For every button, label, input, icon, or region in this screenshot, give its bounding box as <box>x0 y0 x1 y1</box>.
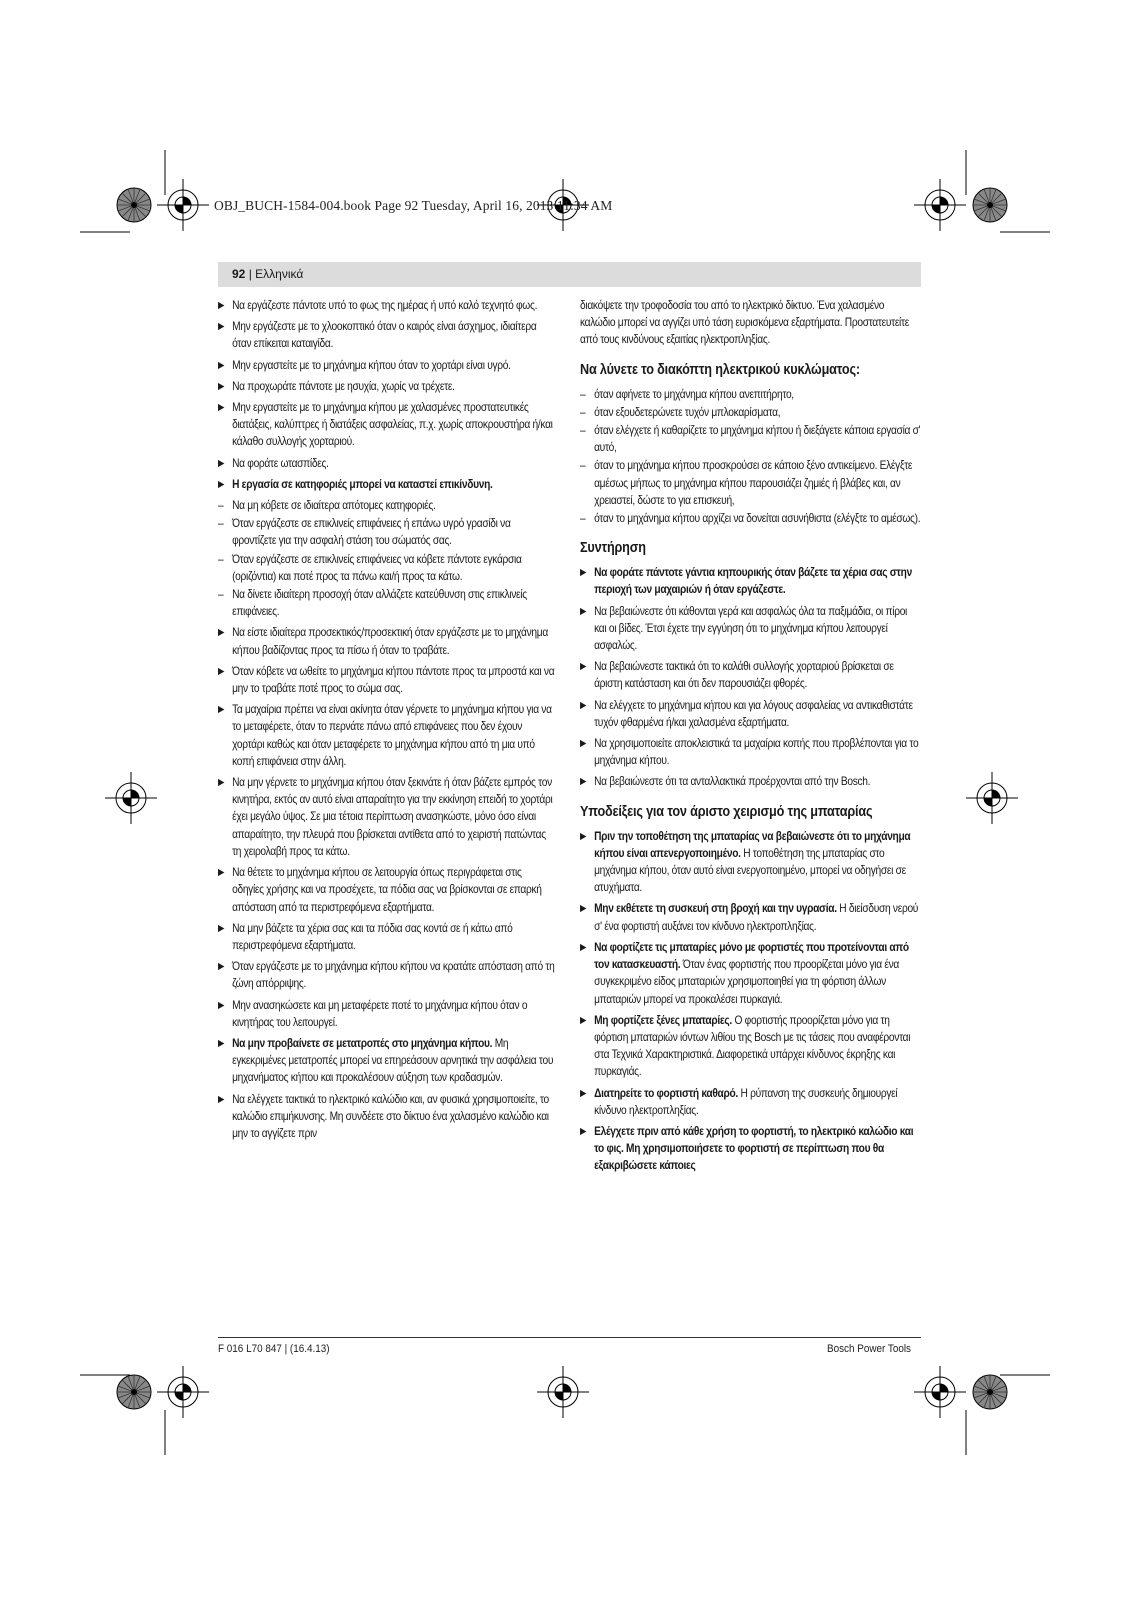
bullet-item <box>580 735 921 769</box>
bullet-item <box>580 658 921 692</box>
registration-mark-bottom-center <box>537 1366 589 1418</box>
item-text: Να μην γέρνετε το μηχάνημα κήπου όταν ξεκινάτε ή όταν βάζετε εμπρός τον κινητήρα, εκτός αν αυτό είναι απαραίτητο για την εκκίνηση επειδή το χορτάρι έχει μεγάλο ύψος. Σε μια τέτοια περίπτωση ανασηκώστε, μόνο όσο είναι απαραίτητο, την πλευρά που βρίσκεται αντίθετα από το χειριστή πατώντας τη χειρολαβή προς τα κάτω. <box>232 776 553 858</box>
bullet-item <box>218 774 555 860</box>
item-text: Να φοράτε ωτασπίδες. <box>232 456 329 470</box>
bullet-item <box>218 663 555 697</box>
item-text: Όταν ένας φορτιστής που προορίζεται μόνο για ένα συγκεκριμένο είδος μπαταριών χρησιμοποιηθεί για τη φόρτιση άλλων μπαταριών μπορεί να προκαλέσει πυρκαγιά. <box>594 958 899 1006</box>
bold-lead: Ελέγχετε πριν από κάθε χρήση το φορτιστή, το ηλεκτρικό καλώδιο και το φις. Μη χρησιμοποιήσετε το φορτιστή σε περίπτωση που θα εξακριβώσετε κάποιες <box>594 1124 914 1173</box>
bullet-item <box>218 958 555 992</box>
item-text: Μην εργάζεστε με το χλοοκοπτικό όταν ο καιρός είναι άσχημος, ιδιαίτερα όταν επίκειται καταιγίδα. <box>232 320 537 351</box>
bold-lead: Να μην προβαίνετε σε μετατροπές στο μηχάνημα κήπου. <box>232 1036 493 1050</box>
item-text: όταν αφήνετε το μηχάνημα κήπου ανεπιτήρητο, <box>594 387 794 401</box>
item-text: διακόψετε την τροφοδοσία του από το ηλεκτρικό δίκτυο. Ένα χαλασμένο καλώδιο μπορεί να αγγίζει υπό τάση ευρισκόμενα εξαρτήματα. Προστατευτείτε από τους κινδύνους εξαιτίας ηλεκτροπληξίας. <box>580 299 909 347</box>
bullet-item <box>218 297 555 314</box>
bullet-item <box>580 1012 921 1081</box>
bullet-item <box>218 1035 555 1087</box>
page-header <box>218 262 921 287</box>
paragraph <box>580 297 921 349</box>
item-text: Μην εργαστείτε με το μηχάνημα κήπου με χαλασμένες προστατευτικές διατάξεις, καλύπτρες ή διατάξεις ασφαλείας, π.χ. χωρίς αποκρουστήρα ή/και κάλαθο συλλογής χορταριού. <box>232 401 553 449</box>
bullet-item <box>218 318 555 352</box>
item-text: Ο φορτιστής προορίζεται μόνο για τη φόρτιση μπαταριών ιόντων λιθίου της Bosch με τις τάσεις που αναφέρονται στα Τεχνικά Χαρακτηριστικά. Διαφορετικά υπάρχει κίνδυνος έκρηξης και πυρκαγιάς. <box>594 1013 911 1079</box>
color-bar-mark-top-right <box>973 188 1007 222</box>
bullet-item <box>580 773 921 790</box>
dash-item <box>218 497 555 514</box>
item-text: Να βεβαιώνεστε ότι τα ανταλλακτικά προέρχονται από την Bosch. <box>594 775 871 789</box>
bullet-item <box>218 997 555 1031</box>
color-bar-mark-top-left <box>117 188 151 222</box>
item-text: Όταν εργάζεστε σε επικλινείς επιφάνειες ή επάνω υγρό γρασίδι να φροντίζετε για την ασφαλή στάση του σώματός σας. <box>232 517 511 548</box>
registration-mark-top-right <box>914 179 966 231</box>
item-text: Μην εργαστείτε με το μηχάνημα κήπου όταν το χορτάρι είναι υγρό. <box>232 358 511 372</box>
item-text: Να μη κόβετε σε ιδιαίτερα απότομες κατηφοριές. <box>232 499 436 513</box>
item-text: Η διείσδυση νερού σ' ένα φορτιστή αυξάνει τον κίνδυνο ηλεκτροπληξίας. <box>594 902 919 933</box>
bullet-item <box>218 624 555 658</box>
bullet-item <box>580 900 921 934</box>
dash-item <box>580 457 921 509</box>
registration-mark-left-middle <box>105 772 157 824</box>
file-slug: OBJ_BUCH-1584-004.book Page 92 Tuesday, April 16, 2013 11:34 AM <box>214 198 613 213</box>
bullet-item <box>218 378 555 395</box>
bullet-item <box>218 1091 555 1143</box>
bold-lead: Να φοράτε πάντοτε γάντια κηπουρικής όταν βάζετε τα χέρια σας στην περιοχή των μαχαιριών ή όταν εργάζεστε. <box>594 566 912 597</box>
header-separator: | <box>245 267 256 281</box>
bullet-item <box>218 455 555 472</box>
section-heading: Να λύνετε το διακόπτη ηλεκτρικού κυκλώματος: <box>580 361 860 378</box>
bullet-item <box>580 939 921 1008</box>
item-text: όταν το μηχάνημα κήπου προσκρούσει σε κάποιο ξένο αντικείμενο. Ελέγξτε αμέσως μήπως το μηχάνημα κήπου παρουσιάζει ζημιές ή βλάβες και, αν χρειαστεί, δώστε το για επισκευή, <box>594 459 913 507</box>
dash-item <box>580 386 921 403</box>
dash-item <box>218 515 555 549</box>
item-text: Να χρησιμοποιείτε αποκλειστικά τα μαχαίρια κοπής που προβλέπονται για το μηχάνημα κήπου. <box>594 737 919 768</box>
item-text: Όταν εργάζεστε με το μηχάνημα κήπου κήπου να κρατάτε απόσταση από τη ζώνη απόρριψης. <box>232 960 555 991</box>
bullet-item <box>218 920 555 954</box>
item-text: όταν εξουδετερώνετε τυχόν μπλοκαρίσματα, <box>594 405 781 419</box>
bold-lead: Διατηρείτε το φορτιστή καθαρό. <box>594 1086 738 1100</box>
page-number: 92 <box>232 267 246 281</box>
bold-lead: Μη φορτίζετε ξένες μπαταρίες. <box>594 1013 732 1027</box>
item-text: Να μην βάζετε τα χέρια σας και τα πόδια σας κοντά σε ή κάτω από περιστρεφόμενα εξαρτήματα. <box>232 921 513 952</box>
bold-lead: Πριν την τοποθέτηση της μπαταρίας να βεβαιώνεστε ότι το μηχάνημα κήπου είναι απενεργοποιημένο. <box>594 829 911 860</box>
item-text: Όταν κόβετε να ωθείτε το μηχάνημα κήπου πάντοτε προς τα μπροστά και να μην το τραβάτε ποτέ προς το σώμα σας. <box>232 664 555 696</box>
dash-item <box>218 586 555 620</box>
item-text: όταν το μηχάνημα κήπου αρχίζει να δονείται ασυνήθιστα (ελέγξτε το αμέσως). <box>594 512 921 526</box>
bullet-item <box>580 828 921 897</box>
item-text: Να είστε ιδιαίτερα προσεκτικός/προσεκτική όταν εργάζεστε με το μηχάνημα κήπου βαδίζοντας προς τα πίσω ή όταν το τραβάτε. <box>232 626 548 657</box>
dash-item <box>580 510 921 527</box>
bullet-item <box>580 1085 921 1119</box>
item-text: Τα μαχαίρια πρέπει να είναι ακίνητα όταν γέρνετε το μηχάνημα κήπου για να το μεταφέρετε, όταν το περνάτε πάνω από επιφάνειες που δεν έχουν χορτάρι καθώς και όταν μεταφέρετε το μηχάνημα κήπου από τη μια υπό κοπή επιφάνεια στην άλλη. <box>232 703 552 768</box>
right-column <box>580 297 921 1179</box>
dash-item <box>580 404 921 421</box>
bullet-item <box>218 864 555 916</box>
section-heading: Υποδείξεις για τον άριστο χειρισμό της μπαταρίας <box>580 803 873 820</box>
item-text: Να ελέγχετε το μηχάνημα κήπου και για λόγους ασφαλείας να αντικαθιστάτε τυχόν φθαρμένα ή/και χαλασμένα εξαρτήματα. <box>594 698 913 729</box>
item-text: Μη εγκεκριμένες μετατροπές μπορεί να επηρεάσουν αρνητικά την ασφάλεια του μηχανήματος κήπου και προκαλέσουν αύξηση των κραδασμών. <box>232 1036 554 1085</box>
dash-item <box>218 551 555 585</box>
item-text: Να ελέγχετε τακτικά το ηλεκτρικό καλώδιο και, αν φυσικά χρησιμοποιείτε, το καλώδιο επιμήκυνσης. Μη συνδέετε στο δίκτυο ένα χαλασμένο καλώδιο και μην το αγγίζετε πριν <box>232 1092 549 1140</box>
footer-doc-code: F 016 L70 847 | (16.4.13) <box>218 1343 330 1355</box>
item-text: Η ρύπανση της συσκευής δημιουργεί κίνδυνο ηλεκτροπληξίας. <box>594 1086 898 1117</box>
bullet-item <box>580 603 921 655</box>
bold-lead: Μην εκθέτετε τη συσκευή στη βροχή και την υγρασία. <box>594 902 837 916</box>
item-text: Να βεβαιώνεστε τακτικά ότι το καλάθι συλλογής χορταριού βρίσκεται σε άριστη κατάσταση και ότι δεν παρουσιάζει φθορές. <box>594 660 894 691</box>
section-heading: Συντήρηση <box>580 540 646 557</box>
item-text: Να εργάζεστε πάντοτε υπό το φως της ημέρας ή υπό καλό τεχνητό φως. <box>232 299 538 312</box>
left-column <box>218 297 555 1146</box>
item-text: Μην ανασηκώσετε και μη μεταφέρετε ποτέ το μηχάνημα κήπου όταν ο κινητήρας του λειτουργεί. <box>232 998 528 1029</box>
item-text: όταν ελέγχετε ή καθαρίζετε το μηχάνημα κήπου ή διεξάγετε κάποια εργασία σ' αυτό, <box>594 424 921 455</box>
bullet-item <box>218 476 555 493</box>
dash-item <box>580 422 921 456</box>
footer-rule <box>218 1337 921 1338</box>
color-bar-mark-bottom-right <box>973 1375 1007 1409</box>
language-label: Ελληνικά <box>255 267 304 281</box>
footer-brand: Bosch Power Tools <box>827 1343 912 1355</box>
item-text: Να βεβαιώνεστε ότι κάθονται γερά και ασφαλώς όλα τα παξιμάδια, οι πίροι και οι βίδες. Έτσι έχετε την εγγύηση ότι το μηχάνημα κήπου λειτουργεί ασφαλώς. <box>594 604 908 653</box>
registration-mark-right-middle <box>966 772 1018 824</box>
bold-lead: Να φορτίζετε τις μπαταρίες μόνο με φορτιστές που προτείνονται από τον κατασκευαστή. <box>594 940 909 972</box>
item-text: Η τοποθέτηση της μπαταρίας στο μηχάνημα κήπου, όταν αυτό είναι ενεργοποιημένο, μπορεί να οδηγήσει σε ατυχήματα. <box>594 846 906 895</box>
bullet-item <box>580 1123 921 1175</box>
bullet-item <box>580 564 921 598</box>
color-bar-mark-bottom-left <box>117 1375 151 1409</box>
bullet-item <box>218 399 555 451</box>
bullet-item <box>218 701 555 770</box>
registration-mark-bottom-right <box>914 1366 966 1418</box>
bold-lead: Η εργασία σε κατηφοριές μπορεί να καταστεί επικίνδυνη. <box>232 477 493 491</box>
bullet-item <box>580 697 921 731</box>
item-text: Να προχωράτε πάντοτε με ησυχία, χωρίς να τρέχετε. <box>232 379 455 393</box>
item-text: Να θέτετε το μηχάνημα κήπου σε λειτουργία όπως περιγράφεται στις οδηγίες χρήσης και να προσέχετε, τα πόδια σας να βρίσκονται σε επαρκή απόσταση από τα περιστρεφόμενα εξαρτήματα. <box>232 866 542 914</box>
bullet-item <box>218 357 555 374</box>
item-text: Να δίνετε ιδιαίτερη προσοχή όταν αλλάζετε κατεύθυνση στις επικλινείς επιφάνειες. <box>232 588 527 619</box>
item-text: Όταν εργάζεστε σε επικλινείς επιφάνειες να κόβετε πάντοτε εγκάρσια (οριζόντια) και ποτέ προς τα πάνω και/ή προς τα κάτω. <box>232 552 522 583</box>
